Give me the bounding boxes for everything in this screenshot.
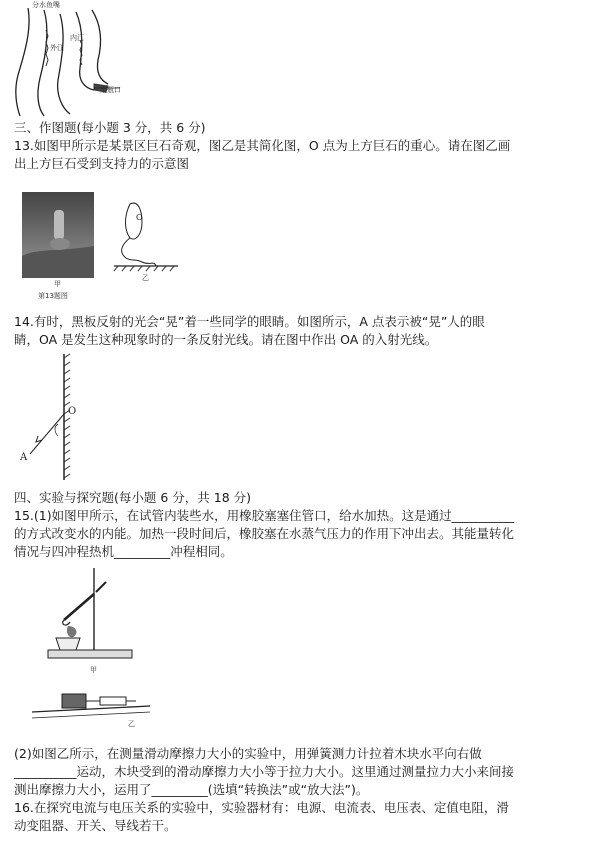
q16-line2: 动变阻器、开关、导线若干。 bbox=[14, 818, 177, 833]
river-map-figure bbox=[10, 0, 130, 118]
q14-label-A: A bbox=[20, 452, 28, 463]
map-label-outer: 外江 bbox=[50, 44, 64, 52]
q13-label-jia: 甲 bbox=[54, 280, 61, 288]
q15-label-yi: 乙 bbox=[128, 720, 135, 728]
reflected-ray-OA bbox=[30, 414, 64, 454]
q14-line2: 睛，OA 是发生这种现象时的一条反射光线。请在图中作出 OA 的入射光线。 bbox=[14, 332, 438, 347]
q13-line1: 13.如图甲所示是某景区巨石奇观，图乙是其简化图，O 点为上方巨石的重心。请在图乙画 bbox=[14, 138, 511, 153]
q15-line3: 情况与四冲程热机_________冲程相同。 bbox=[14, 544, 233, 559]
q15-part2-line1: (2)如图乙所示，在测量滑动摩擦力大小的实验中，用弹簧测力计拉着木块水平向右做 bbox=[14, 746, 482, 761]
section4-heading: 四、实验与探究题(每小题 6 分，共 18 分) bbox=[14, 490, 252, 505]
q14-line1: 14.有时，黑板反射的光会“晃”着一些同学的眼睛。如图所示，A 点表示被“晃”人的眼 bbox=[14, 314, 485, 329]
map-label-inner: 内江 bbox=[70, 34, 84, 42]
section3-heading: 三、作图题(每小题 3 分，共 6 分) bbox=[14, 120, 206, 135]
q13-line2: 出上方巨石受到支持力的示意图 bbox=[14, 156, 190, 171]
q14-mirror-figure bbox=[14, 352, 104, 484]
q15-line2: 的方式改变水的内能。加热一段时间后，橡胶塞在水蒸气压力的作用下冲出去。其能量转化 bbox=[14, 526, 515, 541]
q15-line1: 15.(1)如图甲所示，在试管内装些水，用橡胶塞塞住管口，给水加热。这是通过__________ bbox=[14, 508, 515, 523]
q15-friction-figure bbox=[28, 686, 158, 728]
q15-test-tube-figure bbox=[34, 564, 150, 676]
q13-label-O: O bbox=[136, 213, 143, 222]
map-label-top: 分水鱼嘴 bbox=[32, 1, 60, 9]
spring-scale bbox=[100, 697, 126, 705]
wood-block bbox=[62, 694, 86, 708]
rock-sketch bbox=[114, 203, 178, 271]
q15-part2-line3: 测出摩擦力大小，运用了_________(选填“转换法”或“放大法”)。 bbox=[14, 782, 369, 797]
q13-figure bbox=[18, 186, 188, 304]
q15-label-jia: 甲 bbox=[90, 666, 97, 674]
q16-line1: 16.在探究电流与电压关系的实验中，实验器材有：电源、电流表、电压表、定值电阻，滑 bbox=[14, 800, 509, 815]
map-label-mouth: 宝瓶口 bbox=[100, 86, 121, 94]
q14-label-O: O bbox=[68, 406, 77, 417]
q13-caption: 第13题图 bbox=[38, 292, 68, 300]
q15-part2-line2: __________运动，木块受到的滑动摩擦力大小等于拉力大小。这里通过测量拉力大小来间接 bbox=[14, 764, 515, 779]
q13-label-yi: 乙 bbox=[142, 274, 149, 282]
